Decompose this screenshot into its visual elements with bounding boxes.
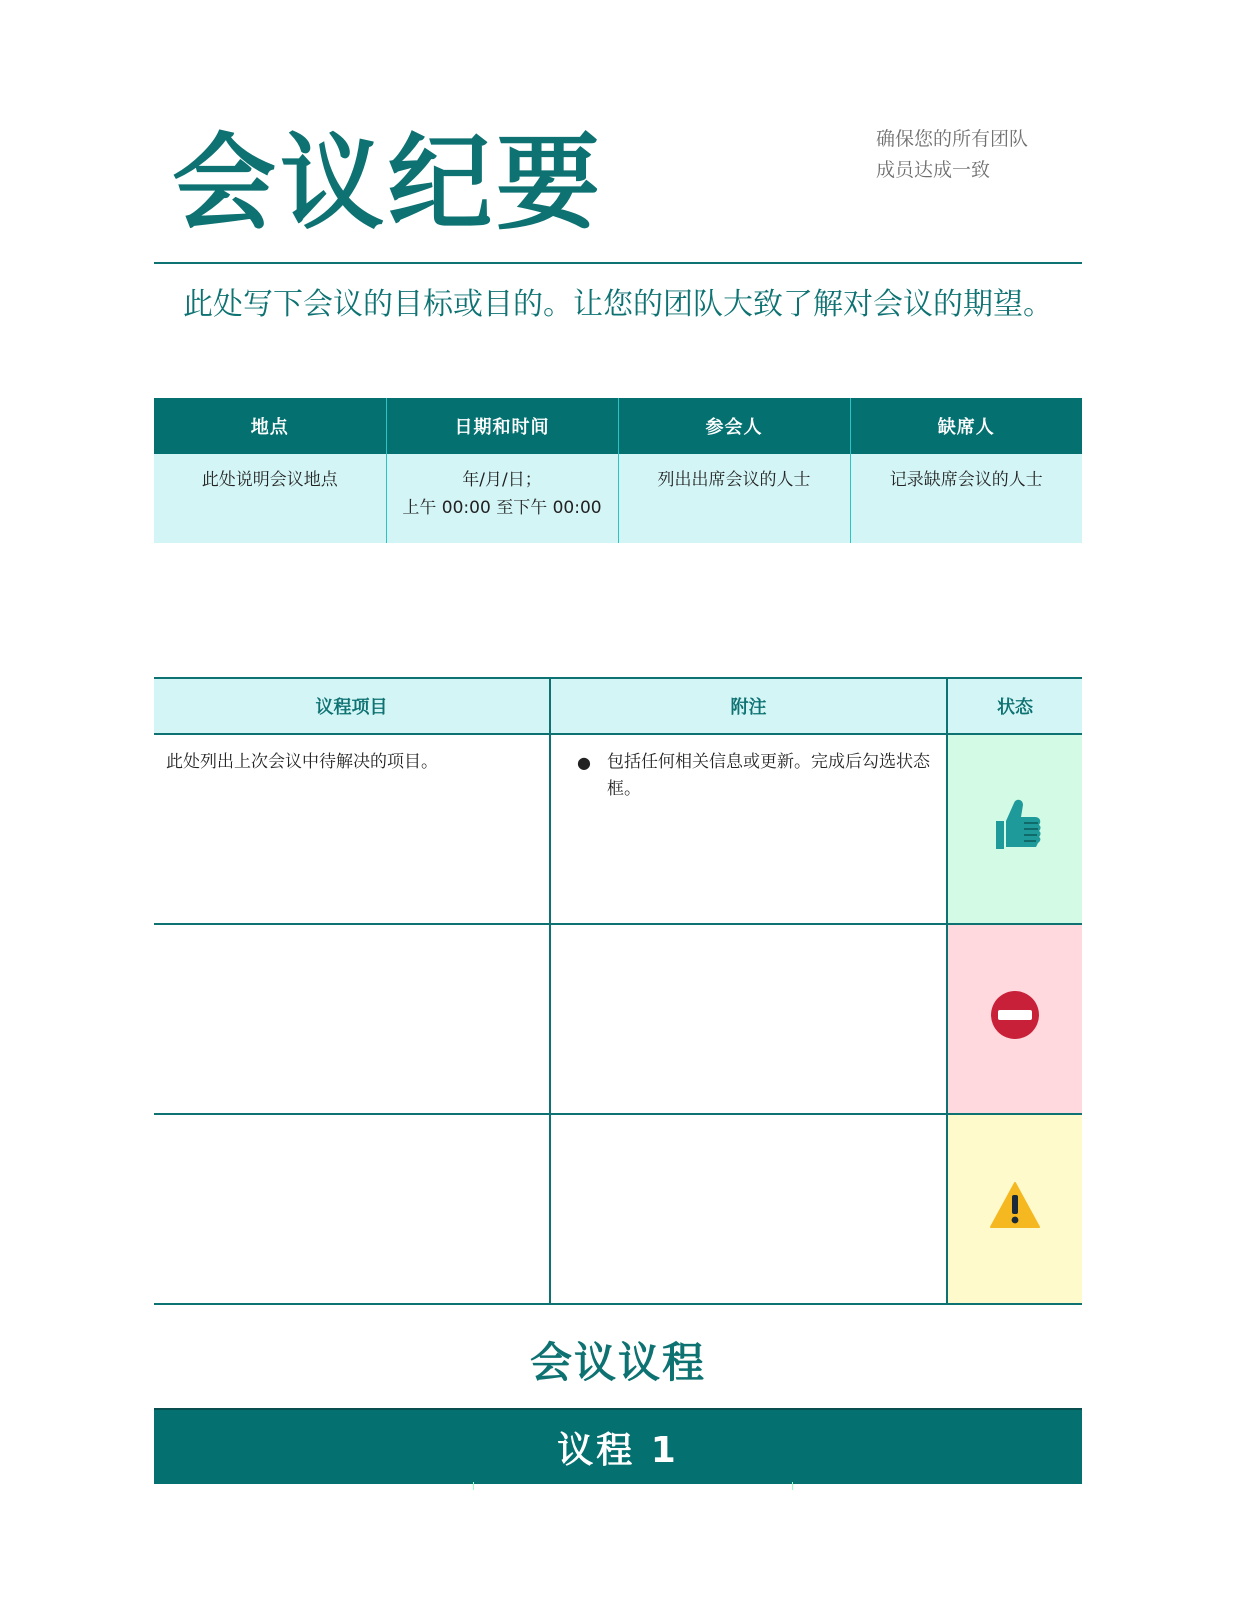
- location-cell[interactable]: 此处说明会议地点: [154, 454, 386, 543]
- absentees-cell[interactable]: 记录缺席会议的人士: [850, 454, 1082, 543]
- table-row: [154, 734, 1082, 924]
- status-cell-warning[interactable]: [947, 1114, 1082, 1304]
- datetime-header: 日期和时间: [386, 398, 618, 454]
- agenda-item-bar[interactable]: 议程 1: [154, 1408, 1082, 1484]
- warning-icon: [989, 1181, 1041, 1229]
- agenda-header-row: [154, 678, 1082, 734]
- agenda-item-cell[interactable]: 此处列出上次会议中待解决的项目。: [154, 734, 550, 924]
- agenda-item-header: 议程项目: [154, 678, 550, 734]
- page-title: 会议纪要: [172, 122, 605, 244]
- meeting-purpose[interactable]: 此处写下会议的目标或目的。让您的团队大致了解对会议的期望。: [183, 287, 1053, 322]
- time-line: 上午 00:00 至下午 00:00: [402, 498, 602, 518]
- info-header-row: [154, 398, 1082, 454]
- tagline: [876, 124, 1076, 186]
- attendees-header: 参会人: [618, 398, 850, 454]
- absentees-header: 缺席人: [850, 398, 1082, 454]
- agenda-status-table: [154, 677, 1082, 1305]
- location-header: 地点: [154, 398, 386, 454]
- no-entry-icon: [989, 989, 1041, 1041]
- attendees-cell[interactable]: 列出出席会议的人士: [618, 454, 850, 543]
- column-marker: [473, 1482, 474, 1490]
- datetime-cell[interactable]: [386, 454, 618, 543]
- column-marker: [792, 1482, 793, 1490]
- thumbs-up-icon: [988, 795, 1042, 855]
- notes-header: 附注: [550, 678, 947, 734]
- tagline-line-1: 确保您的所有团队: [876, 128, 1029, 150]
- agenda-section-heading: 会议议程: [529, 1338, 706, 1387]
- table-row: [154, 924, 1082, 1114]
- status-header: 状态: [947, 678, 1082, 734]
- status-cell-done[interactable]: [947, 734, 1082, 924]
- notes-cell[interactable]: [550, 1114, 947, 1304]
- tagline-line-2: 成员达成一致: [876, 159, 991, 181]
- agenda-item-cell[interactable]: [154, 924, 550, 1114]
- bullet-list-item: [563, 749, 934, 803]
- notes-cell[interactable]: [550, 924, 947, 1114]
- meeting-info-table: [154, 398, 1082, 543]
- table-row: [154, 1114, 1082, 1304]
- notes-cell[interactable]: [550, 734, 947, 924]
- title-divider: [154, 262, 1082, 264]
- date-line: 年/月/日；: [462, 470, 542, 490]
- note-text: 包括任何相关信息或更新。完成后勾选状态框。: [607, 752, 930, 799]
- status-cell-blocked[interactable]: [947, 924, 1082, 1114]
- bullet-icon: ●: [577, 753, 591, 772]
- info-value-row: [154, 454, 1082, 543]
- agenda-item-cell[interactable]: [154, 1114, 550, 1304]
